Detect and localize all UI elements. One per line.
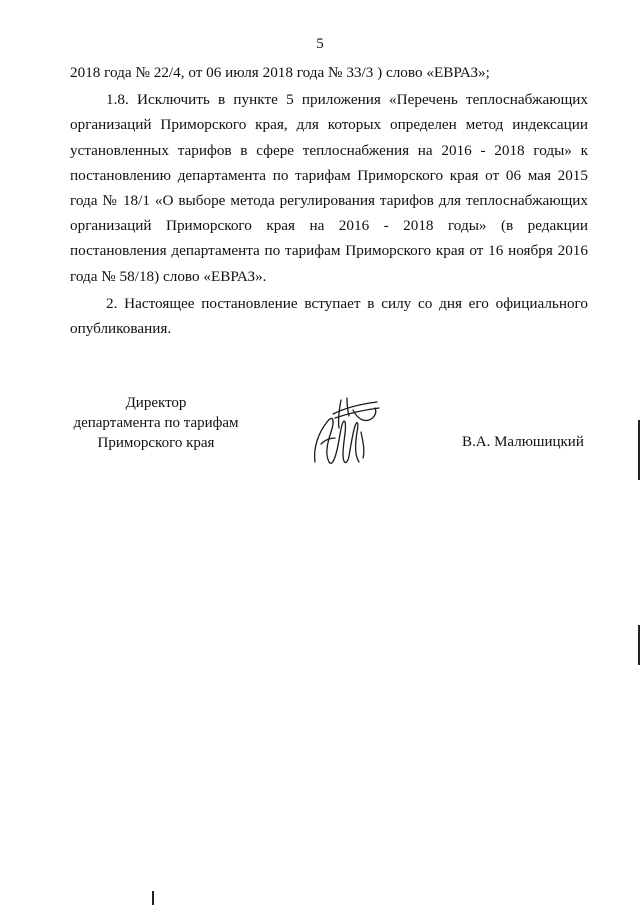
document-body [70,60,588,341]
signer-name: В.А. Малюшицкий [462,434,584,450]
continuation-line: 2018 года № 22/4, от 06 июля 2018 года № 33/3 ) слово «ЕВРАЗ»; [70,64,490,81]
signatory-title-line-3: Приморского края [97,435,215,451]
signatory-title [56,393,256,453]
page-number: 5 [316,36,324,52]
paragraph-2: 2. Настоящее постановление вступает в силу со дня его официального опубликования. [70,294,588,338]
signatory-title-line-2: департамента по тарифам [73,415,239,431]
handwritten-signature [305,392,385,474]
paragraph-1-8: 1.8. Исключить в пункте 5 приложения «Перечень теплоснабжающих организаций Приморского края, для которых определен метод индексации установленных тарифов в сфере теплоснабжения на 2016 - 2018 годы» к постановлению департамента по тарифам Приморского края от 06 мая 2015 года № 18/1 «О выборе метода регулирования тарифов для теплоснабжающих организаций Приморского края на 2016 - 2018 годы» (в редакции постановления департамента по тарифам Приморского края от 16 ноября 2016 года № 58/18) слово «ЕВРАЗ». [70,91,588,285]
signatory-title-line-1: Директор [125,395,187,411]
scan-edge-mark [152,891,154,905]
